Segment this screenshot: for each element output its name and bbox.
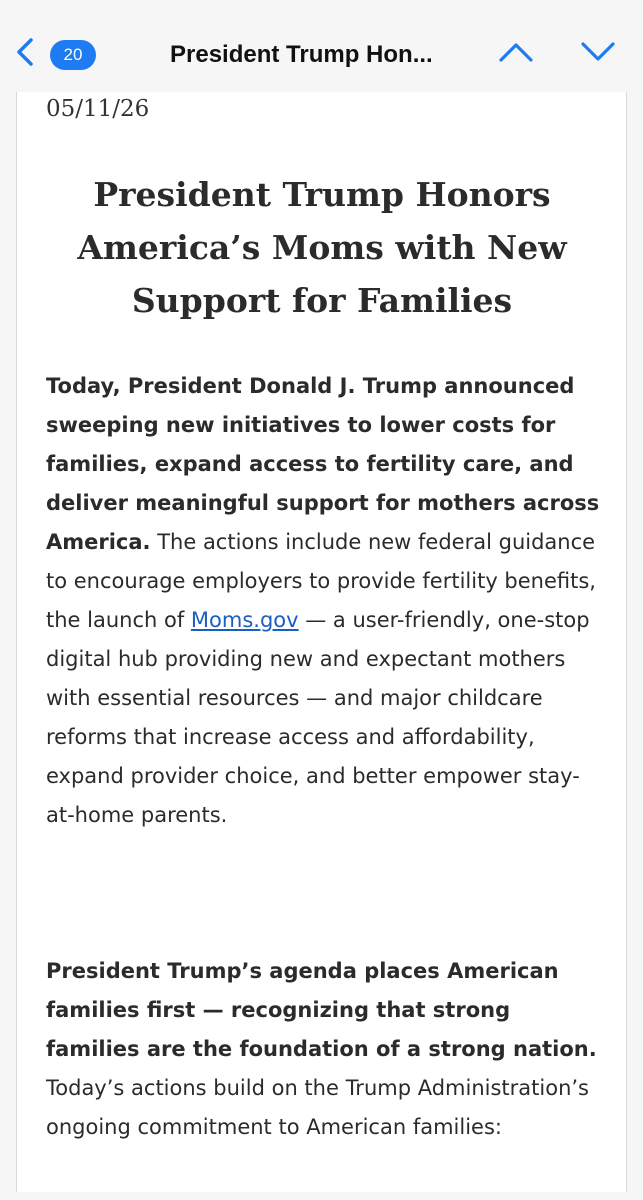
navigation-bar	[0, 0, 643, 92]
left-margin	[0, 92, 17, 1200]
back-button[interactable]	[10, 36, 40, 72]
agenda-bold-text: President Trump’s agenda places American families first — recognizing that strong families are the foundation of a strong nation.	[46, 959, 597, 1061]
previous-message-button[interactable]	[496, 36, 536, 72]
article-headline: President Trump Honors America’s Moms with New Support for Families	[77, 175, 567, 320]
message-title: President Trump Hon...	[170, 41, 433, 68]
intro-bold-text: Today, President Donald J. Trump announced sweeping new initiatives to lower costs for families, expand access to fertility care, and deliver meaningful support for mothers across America.	[46, 374, 600, 554]
chevron-left-icon	[15, 37, 35, 72]
chevron-down-icon	[580, 41, 616, 68]
intro-text-b: — a user-friendly, one-stop digital hub providing new and expectant mothers with essential resources — and major childcare reforms that increase access and affordability, expand provider choice, and better empower stay-at-home parents.	[46, 608, 590, 827]
email-body[interactable]	[18, 92, 626, 1200]
next-message-button[interactable]	[578, 36, 618, 72]
bottom-bar	[0, 1192, 643, 1200]
paragraph-intro	[46, 367, 606, 835]
paragraph-agenda	[46, 952, 606, 1147]
right-margin	[626, 92, 643, 1200]
moms-gov-link[interactable]: Moms.gov	[190, 608, 299, 632]
agenda-text: Today’s actions build on the Trump Administration’s ongoing commitment to American families:	[46, 1076, 589, 1139]
chevron-up-icon	[498, 41, 534, 68]
intro-text-a: The actions include new federal guidance to encourage employers to provide fertility benefits, the launch of	[46, 530, 596, 632]
unread-count-badge[interactable]: 20	[50, 40, 96, 70]
article-date: 05/11/26	[46, 96, 150, 122]
